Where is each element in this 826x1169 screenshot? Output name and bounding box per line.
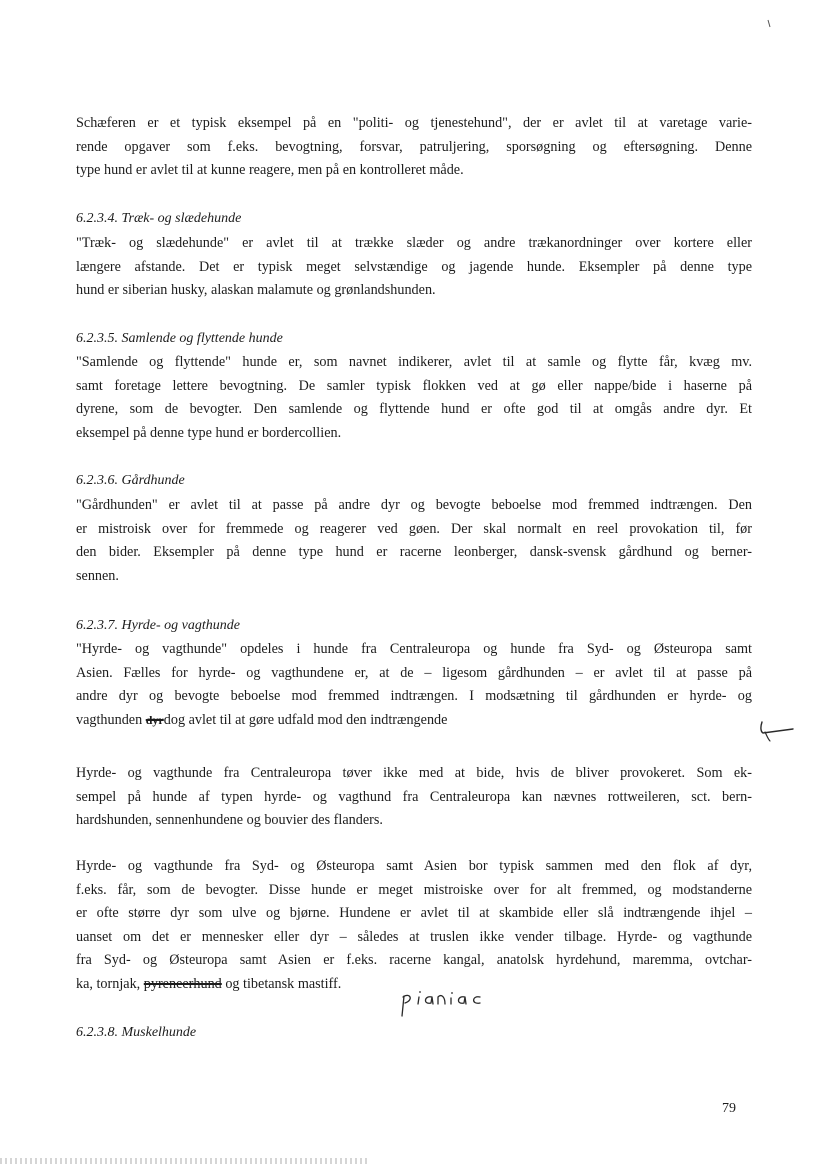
overwritten-word: dyr — [145, 712, 164, 727]
paragraph-6-2-3-5 — [76, 351, 752, 445]
scan-artifact — [0, 1158, 370, 1164]
text-fragment: vagthunden — [76, 711, 146, 728]
text-line: rende opgaver som f.eks. bevogtning, forsvar, patruljering, sporsøgning og eftersøgning. Denne — [76, 138, 752, 155]
section-heading-6-2-3-7: 6.2.3.7. Hyrde- og vagthunde — [76, 618, 240, 633]
struck-word: pyreneerhund — [143, 975, 222, 992]
text-line: er ofte større dyr som ulve og bjørne. Hundene er avlet til at skambide eller slå indtrængende ihjel – — [76, 905, 752, 922]
text-line: eksempel på denne type hund er bordercollien. — [76, 424, 342, 441]
text-line: "Gårdhunden" er avlet til at passe på andre dyr og bevogte beboelse mod fremmed indtrængen. Den — [76, 497, 752, 513]
text-line: andre dyr og bevogte beboelse mod fremmed indtrængen. I modsætning til gårdhunden er hyrde- og — [76, 688, 752, 705]
text-line: Asien. Fælles for hyrde- og vagthundene er, at de – ligesom gårdhunden – er avlet til at passe på — [76, 664, 752, 681]
handwritten-correction — [398, 984, 498, 1018]
text-line: den bider. Eksempler på denne type hund er racerne leonberger, dansk-svensk gårdhund og berner- — [76, 544, 752, 561]
text-line: "Samlende og flyttende" hunde er, som navnet indikerer, avlet til at samle og flytte får, kvæg mv. — [76, 354, 752, 370]
paragraph-centraleuropa — [76, 762, 752, 833]
paragraph-6-2-3-7 — [76, 638, 752, 732]
text-line: dyrene, som de bevogter. Den samlende og flyttende hund er ofte god til at omgås andre dyr. Et — [76, 401, 752, 418]
text-fragment: ka, tornjak, — [76, 975, 144, 992]
paragraph-6-2-3-4 — [76, 232, 752, 303]
text-line: Schæferen er et typisk eksempel på en "politi- og tjenestehund", der er avlet til at varetage varie- — [76, 115, 752, 131]
paragraph-6-2-3-6 — [76, 494, 752, 588]
text-line: uanset om det er mennesker eller dyr – således at truslen ikke vender tilbage. Hyrde- og vagthunde — [76, 928, 752, 945]
text-line: samt foretage lettere bevogtning. De samler typisk flokken ved at gø eller nappe/bide i haserne på — [76, 377, 752, 394]
scan-mark — [765, 16, 773, 26]
text-line: er mistroisk over for fremmede og reagerer ved gøen. Der skal normalt en reel provokation til, før — [76, 520, 752, 537]
text-line: Hyrde- og vagthunde fra Syd- og Østeuropa samt Asien bor typisk sammen med den flok af dyr, — [76, 858, 752, 874]
text-line: "Hyrde- og vagthunde" opdeles i hunde fra Centraleuropa og hunde fra Syd- og Østeuropa samt — [76, 641, 752, 657]
paragraph-syd-oesteuropa — [76, 855, 752, 997]
text-line: type hund er avlet til at kunne reagere, men på en kontrolleret måde. — [76, 162, 464, 179]
text-fragment: dog avlet til at gøre udfald mod den indtrængende — [163, 711, 448, 728]
section-heading-6-2-3-4: 6.2.3.4. Træk- og slædehunde — [76, 211, 242, 226]
handwritten-insert-mark — [757, 718, 797, 744]
section-heading-6-2-3-6: 6.2.3.6. Gårdhunde — [76, 473, 185, 488]
section-heading-6-2-3-5: 6.2.3.5. Samlende og flyttende hunde — [76, 331, 283, 346]
text-line: f.eks. får, som de bevogter. Disse hunde er meget mistroiske over for alt fremmed, og modstanderne — [76, 881, 752, 898]
section-heading-6-2-3-8: 6.2.3.8. Muskelhunde — [76, 1025, 197, 1040]
text-line: sempel på hunde af typen hyrde- og vagthund fra Centraleuropa kan nævnes rottweileren, sct. bern- — [76, 788, 752, 805]
paragraph-intro — [76, 112, 752, 183]
text-line: sennen. — [76, 567, 119, 584]
text-line: fra Syd- og Østeuropa samt Asien er f.eks. racerne kangal, anatolsk hyrdehund, maremma, ovtchar- — [76, 952, 752, 969]
text-line: hund er siberian husky, alaskan malamute og grønlandshunden. — [76, 282, 436, 299]
text-line — [76, 709, 752, 733]
text-line: længere afstande. Det er typisk meget selvstændige og jagende hunde. Eksempler på denne type — [76, 258, 752, 275]
text-line: "Træk- og slædehunde" er avlet til at trække slæder og andre trækanordninger over kortere eller — [76, 235, 752, 251]
text-fragment: og tibetansk mastiff. — [221, 975, 342, 992]
page-number: 79 — [722, 1101, 736, 1116]
text-line: hardshunden, sennenhundene og bouvier des flanders. — [76, 812, 383, 829]
text-line: Hyrde- og vagthunde fra Centraleuropa tøver ikke med at bide, hvis de bliver provokeret. Som ek- — [76, 765, 752, 781]
